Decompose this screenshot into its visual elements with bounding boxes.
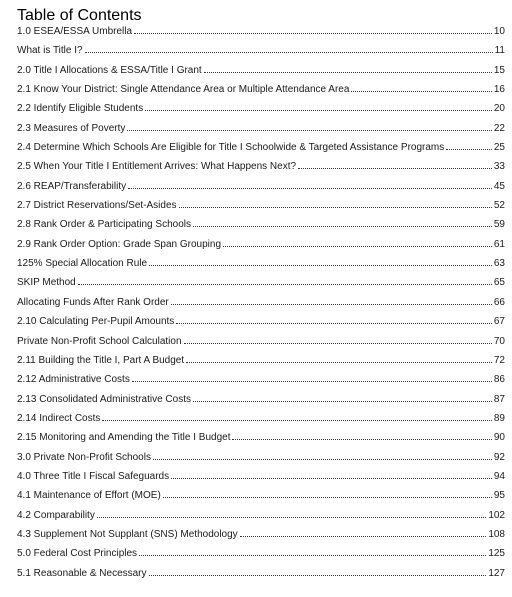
dot-leader — [240, 536, 487, 537]
toc-entry-title[interactable]: SKIP Method — [17, 277, 76, 289]
toc-entry[interactable] — [17, 528, 505, 547]
toc-entry-page-number[interactable]: 70 — [493, 335, 505, 347]
toc-entry[interactable] — [17, 141, 505, 160]
toc-entry-title[interactable]: 2.5 When Your Title I Entitlement Arrives: What Happens Next? — [17, 161, 297, 173]
dot-leader — [446, 149, 492, 150]
toc-entry-title[interactable]: 125% Special Allocation Rule — [17, 258, 148, 270]
toc-entry-page-number[interactable]: 20 — [493, 103, 505, 115]
toc-entry-page-number[interactable]: 127 — [488, 567, 505, 579]
toc-entry-page-number[interactable]: 66 — [493, 296, 505, 308]
dot-leader — [145, 110, 492, 111]
toc-entry[interactable] — [17, 470, 505, 489]
toc-entry-title[interactable]: 4.3 Supplement Not Supplant (SNS) Methodology — [17, 528, 238, 540]
toc-entry[interactable] — [17, 547, 505, 566]
toc-entry[interactable] — [17, 335, 505, 354]
toc-entry-page-number[interactable]: 11 — [494, 45, 505, 57]
toc-entry-title[interactable]: 2.14 Indirect Costs — [17, 412, 101, 424]
dot-leader — [149, 265, 492, 266]
toc-entry[interactable] — [17, 199, 505, 218]
toc-entry-title[interactable]: 2.6 REAP/Transferability — [17, 180, 127, 192]
toc-entry-title[interactable]: 1.0 ESEA/ESSA Umbrella — [17, 26, 133, 37]
toc-entry[interactable] — [17, 122, 505, 141]
toc-entry[interactable] — [17, 160, 505, 179]
toc-entry-title[interactable]: 2.10 Calculating Per-Pupil Amounts — [17, 316, 175, 328]
dot-leader — [134, 33, 492, 34]
dot-leader — [193, 226, 492, 227]
toc-entry[interactable] — [17, 257, 505, 276]
toc-entry-title[interactable]: 4.0 Three Title I Fiscal Safeguards — [17, 470, 170, 482]
toc-entry-page-number[interactable]: 33 — [493, 161, 505, 173]
dot-leader — [97, 517, 487, 518]
dot-leader — [176, 323, 492, 324]
toc-entry-title[interactable]: 4.1 Maintenance of Effort (MOE) — [17, 490, 161, 502]
dot-leader — [204, 72, 492, 73]
toc-entry-page-number[interactable]: 102 — [488, 509, 505, 521]
toc-entry-title[interactable]: Allocating Funds After Rank Order — [17, 296, 169, 308]
toc-entry[interactable] — [17, 276, 505, 295]
toc-entry-title[interactable]: 2.0 Title I Allocations & ESSA/Title I Grant — [17, 64, 202, 76]
toc-entry-page-number[interactable]: 92 — [493, 451, 505, 463]
toc-entry[interactable] — [17, 218, 505, 237]
toc-entry[interactable] — [17, 102, 505, 121]
toc-entry-title[interactable]: 2.9 Rank Order Option: Grade Span Grouping — [17, 238, 222, 250]
dot-leader — [127, 130, 491, 131]
toc-entry-page-number[interactable]: 16 — [493, 84, 505, 96]
toc-entry-page-number[interactable]: 108 — [488, 528, 505, 540]
dot-leader — [139, 555, 486, 556]
toc-entry-title[interactable]: 3.0 Private Non-Profit Schools — [17, 451, 151, 463]
dot-leader — [171, 478, 492, 479]
toc-entry[interactable] — [17, 431, 505, 450]
toc-entry-page-number[interactable]: 61 — [493, 238, 505, 250]
toc-entry-page-number[interactable]: 87 — [493, 393, 505, 405]
dot-leader — [193, 401, 492, 402]
dot-leader — [179, 207, 492, 208]
toc-entry[interactable] — [17, 238, 505, 257]
toc-list — [17, 25, 505, 586]
toc-entry-title[interactable]: 2.2 Identify Eligible Students — [17, 103, 144, 115]
toc-entry-page-number[interactable]: 95 — [493, 490, 505, 502]
toc-entry-title[interactable]: 2.8 Rank Order & Participating Schools — [17, 219, 191, 231]
toc-entry[interactable] — [17, 373, 505, 392]
dot-leader — [298, 168, 492, 169]
toc-entry-page-number[interactable]: 86 — [493, 374, 505, 386]
toc-entry-page-number[interactable]: 10 — [493, 26, 505, 37]
toc-entry-page-number[interactable]: 67 — [493, 316, 505, 328]
toc-entry-page-number[interactable]: 89 — [493, 412, 505, 424]
toc-entry[interactable] — [17, 64, 505, 83]
toc-entry[interactable] — [17, 315, 505, 334]
toc-entry-title[interactable]: 2.1 Know Your District: Single Attendance Area or Multiple Attendance Area — [17, 84, 350, 96]
toc-entry-title[interactable]: What is Title I? — [17, 45, 83, 57]
dot-leader — [186, 362, 492, 363]
toc-entry-page-number[interactable]: 45 — [493, 180, 505, 192]
toc-entry-page-number[interactable]: 125 — [488, 548, 505, 560]
dot-leader — [149, 575, 487, 576]
toc-entry-page-number[interactable]: 94 — [493, 470, 505, 482]
toc-entry-page-number[interactable]: 63 — [493, 258, 505, 270]
dot-leader — [223, 246, 492, 247]
toc-entry[interactable] — [17, 25, 505, 44]
toc-entry-page-number[interactable]: 25 — [493, 142, 505, 154]
dot-leader — [153, 459, 492, 460]
toc-entry[interactable] — [17, 180, 505, 199]
toc-entry-title[interactable]: 2.12 Administrative Costs — [17, 374, 130, 386]
toc-entry-page-number[interactable]: 90 — [493, 432, 505, 444]
toc-entry-title[interactable]: 2.7 District Reservations/Set-Asides — [17, 200, 177, 212]
toc-entry[interactable] — [17, 296, 505, 315]
page-title: Table of Contents — [17, 7, 142, 24]
toc-entry-title[interactable]: 2.4 Determine Which Schools Are Eligible for Title I Schoolwide & Targeted Assistance Programs — [17, 142, 445, 154]
dot-leader — [78, 284, 492, 285]
toc-entry[interactable] — [17, 412, 505, 431]
toc-entry-page-number[interactable]: 72 — [493, 354, 505, 366]
toc-entry-title[interactable]: 2.3 Measures of Poverty — [17, 122, 126, 134]
toc-entry[interactable] — [17, 451, 505, 470]
dot-leader — [102, 420, 492, 421]
toc-entry-page-number[interactable]: 65 — [493, 277, 505, 289]
dot-leader — [171, 304, 492, 305]
toc-entry[interactable] — [17, 393, 505, 412]
toc-entry-title[interactable]: 2.13 Consolidated Administrative Costs — [17, 393, 191, 405]
dot-leader — [351, 91, 491, 92]
toc-entry-title[interactable]: 5.1 Reasonable & Necessary — [17, 567, 147, 579]
dot-leader — [163, 497, 492, 498]
toc-entry-page-number[interactable]: 52 — [493, 200, 505, 212]
toc-entry-title[interactable]: 4.2 Comparability — [17, 509, 95, 521]
toc-entry-title[interactable]: 2.15 Monitoring and Amending the Title I Budget — [17, 432, 231, 444]
dot-leader — [184, 343, 492, 344]
dot-leader — [132, 381, 492, 382]
toc-entry[interactable] — [17, 44, 505, 63]
toc-entry[interactable] — [17, 489, 505, 508]
toc-entry[interactable] — [17, 509, 505, 528]
toc-entry-page-number[interactable]: 15 — [493, 64, 505, 76]
toc-entry-page-number[interactable]: 59 — [493, 219, 505, 231]
toc-entry[interactable] — [17, 83, 505, 102]
toc-entry-title[interactable]: 2.11 Building the Title I, Part A Budget — [17, 354, 185, 366]
toc-entry-title[interactable]: Private Non-Profit School Calculation — [17, 335, 182, 347]
toc-entry-title[interactable]: 5.0 Federal Cost Principles — [17, 548, 138, 560]
toc-entry[interactable] — [17, 567, 505, 586]
dot-leader — [85, 52, 493, 53]
toc-entry[interactable] — [17, 354, 505, 373]
dot-leader — [128, 188, 492, 189]
toc-entry-page-number[interactable]: 22 — [493, 122, 505, 134]
dot-leader — [232, 439, 491, 440]
